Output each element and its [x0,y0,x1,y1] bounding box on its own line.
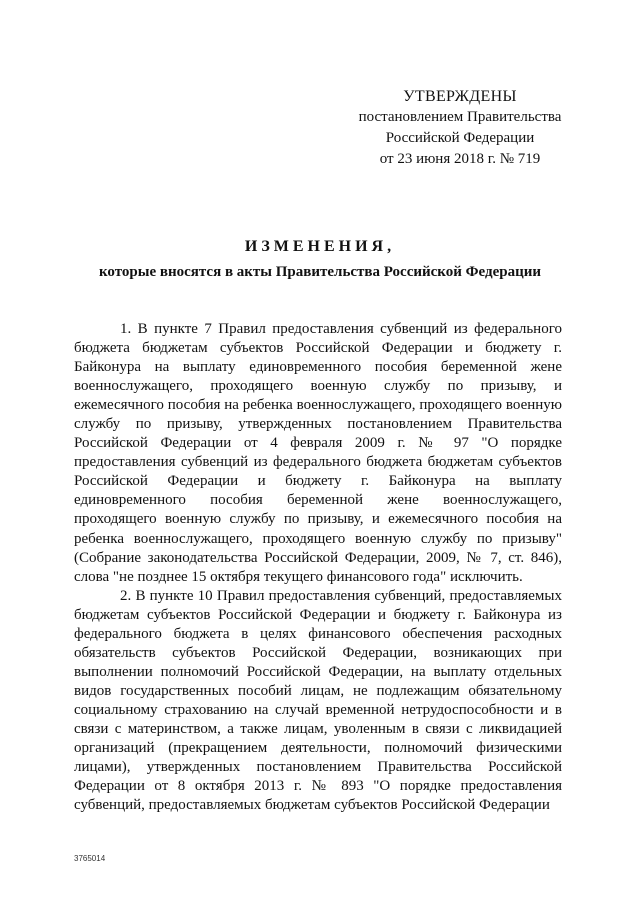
document-body [74,320,562,815]
approval-line-3: от 23 июня 2018 г. № 719 [379,151,541,167]
approval-title: УТВЕРЖДЕНЫ [403,88,517,105]
document-code: 3765014 [74,854,106,863]
document-subtitle: которые вносятся в акты Правительства Российской Федерации [98,264,542,280]
paragraph-2: 2. В пункте 10 Правил предоставления субвенций, предоставляемых бюджетам субъектов Российской Федерации и бюджету г. Байконура из федерального бюджета в целях финансового обеспечения расходных обязательств субъектов Российской Федерации, возникающих при выполнении полномочий Российской Федерации, на выплату отдельных видов государственных пособий лицам, не подлежащим обязательному социальному страхованию на случай временной нетрудоспособности и в связи с материнством, а также лицам, уволенным в связи с ликвидацией организаций (прекращением деятельности, полномочий физическими лицами), утвержденных постановлением Правительства Российской Федерации от 8 октября 2013 г. № 893 "О порядке предоставления субвенций, предоставляемых бюджетам субъектов Российской Федерации [74,587,562,814]
document-heading [60,236,580,283]
approval-line-1: постановлением Правительства [358,109,562,125]
approval-line-2: Российской Федерации [385,130,535,146]
document-title: ИЗМЕНЕНИЯ, [244,238,396,255]
paragraph-1: 1. В пункте 7 Правил предоставления субвенций из федерального бюджета бюджетам субъектов Российской Федерации и бюджету г. Байконура на выплату единовременного пособия беременной жене военнослужащего, проходящего военную службу по призыву, и ежемесячного пособия на ребенка военнослужащего, проходящего военную службу по призыву, утвержденных постановлением Правительства Российской Федерации от 4 февраля 2009 г. № 97 "О порядке предоставления субвенций из федерального бюджета бюджетам субъектов Российской Федерации и бюджету г. Байконура на выплату единовременного пособия беременной жене военнослужащего, проходящего военную службу по призыву, и ежемесячного пособия на ребенка военнослужащего, проходящего военную службу по призыву" (Собрание законодательства Российской Федерации, 2009, № 7, ст. 846), слова "не позднее 15 октября текущего финансового года" исключить. [74,321,562,585]
approval-block [330,86,590,170]
